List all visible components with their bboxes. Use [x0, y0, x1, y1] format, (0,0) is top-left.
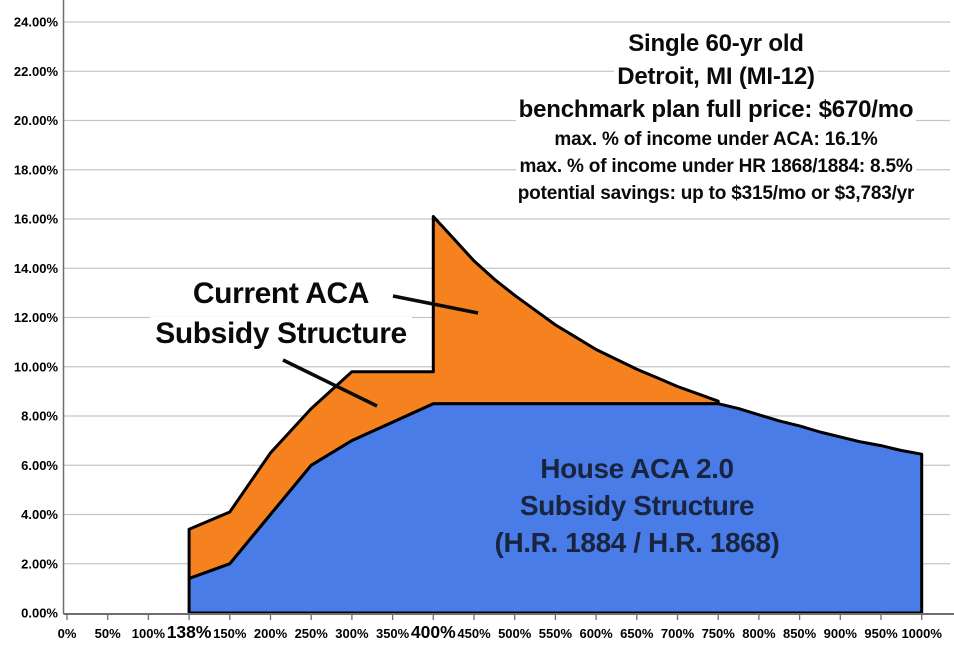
x-axis-tick-label: 450% [457, 626, 491, 641]
chart-annotation-block [470, 27, 954, 207]
label-text: Subsidy Structure [150, 317, 412, 350]
x-axis-tick-label: 500% [498, 626, 532, 641]
x-axis-tick-label: 1000% [901, 626, 942, 641]
x-axis-tick-label: 200% [253, 626, 288, 641]
annotation-text: Single 60-yr old [625, 30, 807, 57]
y-axis-tick-label: 12.00% [13, 310, 58, 325]
annotation-line [470, 126, 954, 153]
x-axis-tick-label: 100% [131, 626, 166, 641]
label-text: Current ACA [188, 277, 374, 310]
x-axis-tick-label: 50% [94, 626, 121, 641]
annotation-line [470, 27, 954, 60]
annotation-line [470, 180, 954, 207]
annotation-line [470, 93, 954, 126]
x-axis-tick-label: 900% [823, 626, 857, 641]
x-axis-tick-label: 300% [335, 626, 369, 641]
y-axis-tick-label: 0.00% [21, 605, 58, 621]
annotation-line [470, 153, 954, 180]
annotation-line [470, 60, 954, 93]
y-axis-tick-label: 18.00% [13, 162, 58, 178]
x-axis-tick-label: 750% [701, 626, 735, 641]
x-axis-tick-label: 950% [864, 626, 898, 641]
y-axis-tick-label: 20.00% [13, 113, 58, 128]
x-axis-tick-label: 350% [375, 626, 410, 641]
label-text: (H.R. 1884 / H.R. 1868) [494, 527, 780, 558]
y-axis-tick-label: 16.00% [13, 211, 58, 227]
x-axis-tick-label: 250% [294, 626, 328, 641]
x-axis-tick-label: 550% [538, 626, 573, 641]
x-axis-tick-label: 850% [782, 626, 817, 641]
label-text: Subsidy Structure [519, 490, 755, 521]
annotation-text: Detroit, MI (MI-12) [614, 63, 818, 90]
y-axis-tick-label: 14.00% [13, 260, 58, 276]
y-axis-tick-label: 8.00% [21, 408, 58, 424]
annotation-text: max. % of income under HR 1868/1884: 8.5% [516, 156, 915, 177]
x-axis-tick-label: 800% [742, 626, 776, 641]
y-axis-tick-label: 22.00% [13, 63, 58, 79]
label-line [116, 314, 446, 354]
y-axis-tick-label: 4.00% [21, 507, 58, 522]
annotation-text: benchmark plan full price: $670/mo [516, 96, 917, 123]
annotation-text: max. % of income under ACA: 16.1% [551, 129, 880, 150]
y-axis-tick-label: 6.00% [21, 457, 58, 473]
x-axis-tick-label: 150% [213, 626, 247, 641]
x-axis-tick-label: 400% [410, 622, 456, 642]
y-axis-tick-label: 24.00% [13, 14, 58, 30]
x-axis-tick-label: 138% [166, 622, 212, 642]
x-axis-tick-label: 600% [579, 626, 613, 641]
x-axis-tick-label: 650% [620, 626, 654, 641]
x-axis-tick-label: 0% [57, 626, 77, 641]
x-axis-tick-label: 700% [660, 626, 695, 641]
current-aca-series-label [116, 274, 446, 354]
label-text: House ACA 2.0 [540, 453, 734, 484]
y-axis-tick-label: 10.00% [13, 359, 58, 375]
label-line [116, 274, 446, 314]
y-axis-tick-label: 2.00% [21, 556, 58, 572]
house-aca-series-label [427, 450, 847, 561]
annotation-text: potential savings: up to $315/mo or $3,783/yr [515, 183, 917, 204]
